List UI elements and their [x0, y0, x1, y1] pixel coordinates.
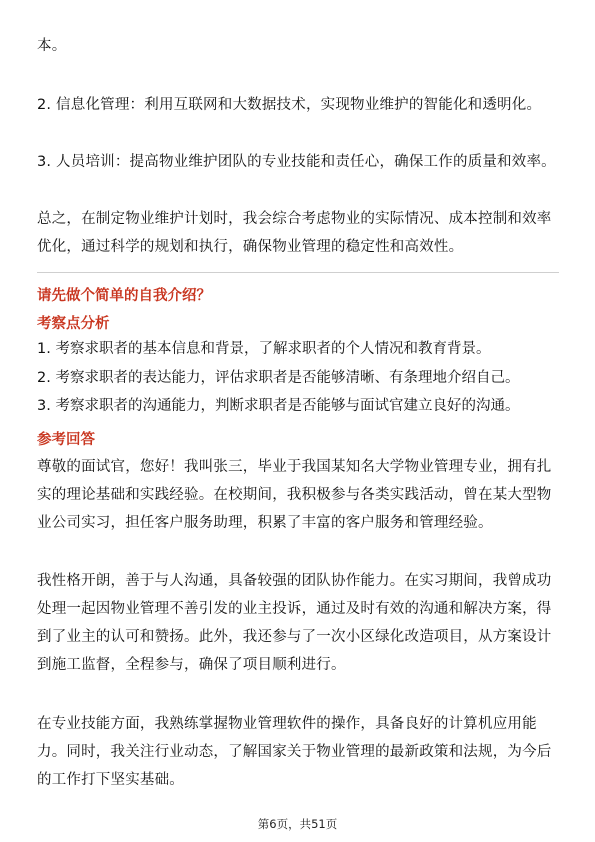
page-number: 第6页，共51页: [257, 817, 338, 831]
section-divider: [37, 272, 559, 273]
analysis-item-2: 2. 考察求职者的表达能力，评估求职者是否能够清晰、有条理地介绍自己。: [37, 370, 520, 386]
plan-item-2: 2. 信息化管理：利用互联网和大数据技术，实现物业维护的智能化和透明化。: [37, 97, 542, 113]
answer-heading: 参考回答: [37, 432, 95, 448]
answer-paragraph-2: 我性格开朗，善于与人沟通，具备较强的团队协作能力。在实习期间，我曾成功处理一起因物业管理不善引发的业主投诉，通过及时有效的沟通和解决方案，得到了业主的认可和赞扬。此外，我还参与了一次小区绿化改造项目，从方案设计到施工监督，全程参与，确保了项目顺利进行。: [37, 573, 552, 673]
answer-paragraph-3: 在专业技能方面，我熟练掌握物业管理软件的操作，具备良好的计算机应用能力。同时，我关注行业动态，了解国家关于物业管理的最新政策和法规，为今后的工作打下坚实基础。: [37, 716, 552, 788]
summary-paragraph: 总之，在制定物业维护计划时，我会综合考虑物业的实际情况、成本控制和效率优化，通过科学的规划和执行，确保物业管理的稳定性和高效性。: [37, 211, 552, 255]
analysis-item-1: 1. 考察求职者的基本信息和背景，了解求职者的个人情况和教育背景。: [37, 341, 491, 357]
plan-item-3: 3. 人员培训：提高物业维护团队的专业技能和责任心，确保工作的质量和效率。: [37, 154, 556, 170]
analysis-item-3: 3. 考察求职者的沟通能力，判断求职者是否能够与面试官建立良好的沟通。: [37, 398, 520, 414]
question-title: 请先做个简单的自我介绍？: [37, 288, 211, 304]
analysis-heading: 考察点分析: [37, 316, 110, 332]
answer-paragraph-1: 尊敬的面试官，您好！我叫张三，毕业于我国某知名大学物业管理专业，拥有扎实的理论基础和实践经验。在校期间，我积极参与各类实践活动，曾在某大型物业公司实习，担任客户服务助理，积累了丰富的客户服务和管理经验。: [37, 459, 552, 531]
continuation-text: 本。: [37, 38, 67, 54]
